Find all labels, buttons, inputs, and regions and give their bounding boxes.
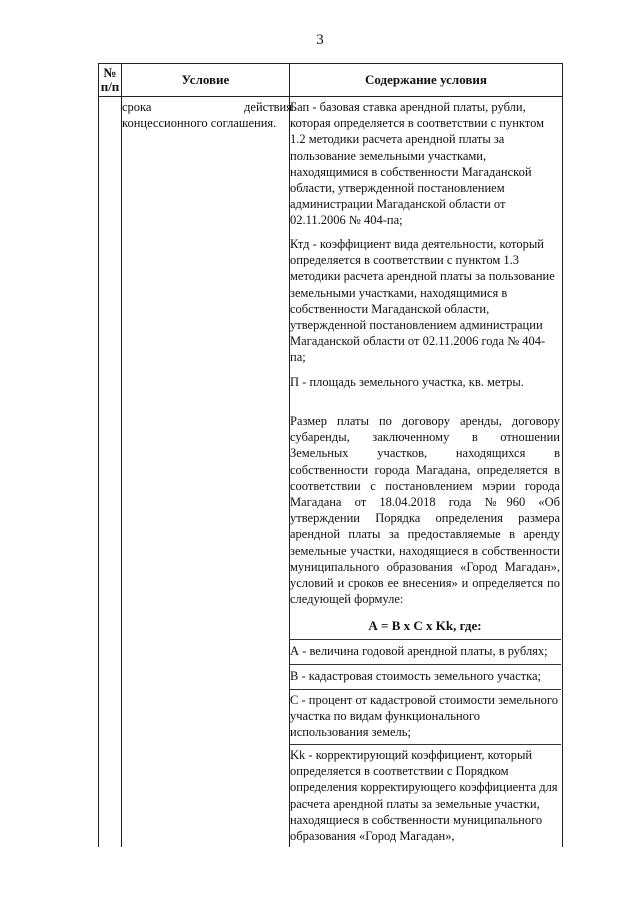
header-number: № п/п: [100, 65, 120, 94]
header-condition: Условие: [181, 72, 230, 87]
paragraph-b: В - кадастровая стоимость земельного участка;: [290, 669, 542, 683]
header-content: Содержание условия: [365, 72, 487, 87]
condition-word-1: срока: [122, 100, 152, 114]
paragraph-c: С - процент от кадастровой стоимости земельного участка по видам функционального использования земель;: [290, 693, 558, 740]
paragraph-ktd: Ктд - коэффициент вида деятельности, который определяется в соответствии с пунктом 1.3 методики расчета арендной платы за пользование земельными участками, находящимися в собственности Магаданской области, утвержденной постановлением администрации Магаданской области от 02.11.2006 года № 404-па;: [290, 237, 555, 365]
condition-word-2: действия: [244, 100, 292, 114]
row-separator-4: [289, 744, 561, 745]
row-separator-3: [289, 689, 561, 690]
paragraph-area: П - площадь земельного участка, кв. метры.: [290, 375, 524, 389]
paragraph-kk: Kk - корректирующий коэффициент, который определяется в соответствии с Порядком определения корректирующего коэффициента для расчета арендной платы за земельные участки, находящиеся в собственности муниципального образования «Город Магадан»,: [290, 748, 558, 844]
page-number: 3: [316, 32, 324, 48]
table-col-divider-1: [121, 63, 122, 847]
condition-line-2: концессионного соглашения.: [122, 116, 277, 130]
table-header-bottom-border: [98, 96, 563, 97]
table-right-border: [562, 63, 563, 847]
condition-cell: [122, 99, 292, 131]
formula: А = B x C x Kk, где:: [368, 618, 482, 633]
table-left-border: [98, 63, 99, 847]
paragraph-a: А - величина годовой арендной платы, в рублях;: [290, 644, 548, 658]
row-separator-2: [289, 664, 561, 665]
row-separator-1: [289, 639, 561, 640]
paragraph-bap: Бап - базовая ставка арендной платы, рубли, которая определяется в соответствии с пунктом 1.2 методики расчета арендной платы за пользование земельными участками, находящимися в собственности Магаданской области, утвержденной постановлением администрации Магаданской области от 02.11.2006 № 404-па;: [290, 100, 545, 228]
table-top-border: [98, 63, 563, 64]
paragraph-rent-size: Размер платы по договору аренды, договору субаренды, заключенному в отношении Земельных участков, находящихся в собственности города Магадана, определяется в соответствии с постановлением мэрии города Магадана от 18.04.2018 года №960 «Об утверждении Порядка определения размера арендной платы за предоставляемые в аренду земельные участки, находящиеся в собственности муниципального образования «Город Магадан», условий и сроков ее внесения» и определяется по следующей формуле:: [290, 414, 560, 607]
